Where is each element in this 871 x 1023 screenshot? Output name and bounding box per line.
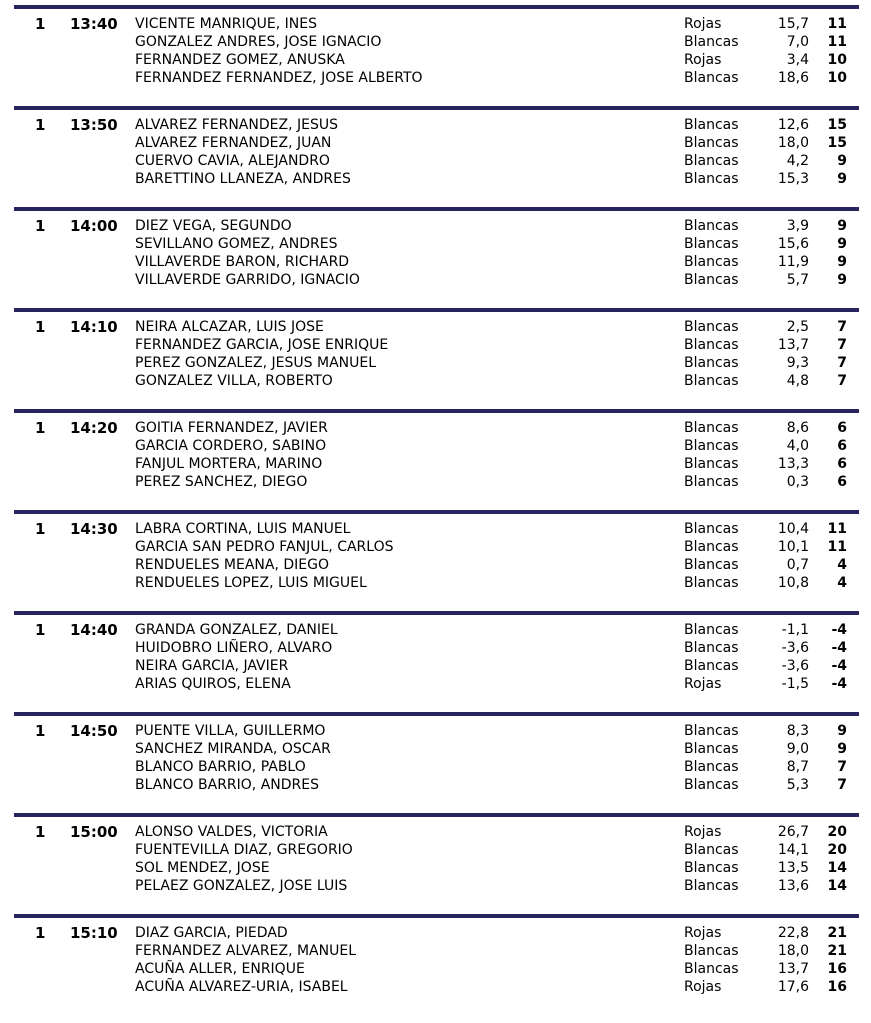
handicap: -3,6 [781,640,809,656]
handicap: 10,1 [777,539,809,555]
tee-time: 13:50 [70,116,118,134]
handicap: 8,6 [786,420,809,436]
score: 9 [837,171,847,187]
player-name: DIAZ GARCIA, PIEDAD [135,925,288,941]
score: 10 [827,70,847,86]
score: 20 [827,842,847,858]
tee-time: 14:20 [70,419,118,437]
player-row [0,437,871,455]
tee-color: Blancas [684,254,739,270]
score: 14 [827,878,847,894]
tee-time: 14:10 [70,318,118,336]
score: 6 [837,438,847,454]
tee-time-group [0,510,871,611]
score: 7 [837,373,847,389]
round-number: 1 [35,116,46,134]
tee-time-group [0,5,871,106]
tee-color: Blancas [684,355,739,371]
handicap: -1,1 [781,622,809,638]
player-name: GONZALEZ ANDRES, JOSE IGNACIO [135,34,382,50]
player-name: SOL MENDEZ, JOSE [135,860,270,876]
group-divider [14,813,859,817]
tee-time-group [0,712,871,813]
player-name: VILLAVERDE BARON, RICHARD [135,254,350,270]
handicap: 15,7 [777,16,809,32]
score: 9 [837,723,847,739]
tee-color: Blancas [684,319,739,335]
player-name: BARETTINO LLANEZA, ANDRES [135,171,351,187]
player-row [0,152,871,170]
player-name: GONZALEZ VILLA, ROBERTO [135,373,333,389]
group-divider [14,510,859,514]
handicap: 4,8 [786,373,809,389]
tee-time-group [0,611,871,712]
tee-color: Blancas [684,171,739,187]
tee-color: Rojas [684,52,722,68]
player-row [0,336,871,354]
player-row [0,69,871,87]
handicap: 15,3 [777,171,809,187]
player-row [0,877,871,895]
player-row [0,51,871,69]
player-row [0,758,871,776]
tee-color: Rojas [684,16,722,32]
score: 7 [837,355,847,371]
score: 9 [837,272,847,288]
player-name: FERNANDEZ GOMEZ, ANUSKA [135,52,345,68]
handicap: 26,7 [777,824,809,840]
handicap: 4,0 [786,438,809,454]
player-name: VICENTE MANRIQUE, INES [135,16,317,32]
score: 6 [837,474,847,490]
group-divider [14,308,859,312]
tee-color: Blancas [684,741,739,757]
player-name: LABRA CORTINA, LUIS MANUEL [135,521,351,537]
player-row [0,520,871,538]
tee-time: 15:00 [70,823,118,841]
handicap: 3,9 [786,218,809,234]
handicap: 4,2 [786,153,809,169]
handicap: 18,6 [777,70,809,86]
score: 9 [837,254,847,270]
player-row [0,942,871,960]
handicap: 13,5 [777,860,809,876]
round-number: 1 [35,318,46,336]
player-name: PELAEZ GONZALEZ, JOSE LUIS [135,878,348,894]
tee-color: Blancas [684,575,739,591]
player-row [0,556,871,574]
score: 9 [837,236,847,252]
tee-time-group [0,409,871,510]
player-name: SEVILLANO GOMEZ, ANDRES [135,236,338,252]
player-row [0,841,871,859]
tee-color: Rojas [684,676,722,692]
tee-color: Blancas [684,34,739,50]
player-name: ALONSO VALDES, VICTORIA [135,824,328,840]
tee-color: Blancas [684,658,739,674]
player-name: RENDUELES LOPEZ, LUIS MIGUEL [135,575,367,591]
tee-color: Blancas [684,117,739,133]
score: 21 [827,943,847,959]
handicap: 8,7 [786,759,809,775]
tee-color: Blancas [684,236,739,252]
tee-color: Blancas [684,438,739,454]
tee-time: 15:10 [70,924,118,942]
player-name: GARCIA SAN PEDRO FANJUL, CARLOS [135,539,394,555]
score: 9 [837,218,847,234]
player-name: FANJUL MORTERA, MARINO [135,456,323,472]
player-name: VILLAVERDE GARRIDO, IGNACIO [135,272,360,288]
score: 11 [827,34,847,50]
player-row [0,116,871,134]
score: 20 [827,824,847,840]
player-name: ALVAREZ FERNANDEZ, JESUS [135,117,338,133]
score: 21 [827,925,847,941]
score: 7 [837,337,847,353]
handicap: -1,5 [781,676,809,692]
player-row [0,372,871,390]
score: 6 [837,420,847,436]
player-row [0,924,871,942]
player-name: GRANDA GONZALEZ, DANIEL [135,622,338,638]
player-name: GARCIA CORDERO, SABINO [135,438,327,454]
player-row [0,217,871,235]
tee-time-group [0,207,871,308]
handicap: 5,3 [786,777,809,793]
tee-color: Blancas [684,153,739,169]
tee-time-group [0,106,871,207]
player-row [0,859,871,877]
tee-color: Blancas [684,640,739,656]
tee-time: 13:40 [70,15,118,33]
score: 16 [827,979,847,995]
tee-time: 14:40 [70,621,118,639]
player-name: ALVAREZ FERNANDEZ, JUAN [135,135,332,151]
player-name: ARIAS QUIROS, ELENA [135,676,291,692]
player-row [0,823,871,841]
player-name: PEREZ GONZALEZ, JESUS MANUEL [135,355,377,371]
score: -4 [831,658,847,674]
player-row [0,170,871,188]
tee-color: Blancas [684,777,739,793]
round-number: 1 [35,15,46,33]
player-row [0,235,871,253]
player-name: PUENTE VILLA, GUILLERMO [135,723,326,739]
player-name: NEIRA GARCIA, JAVIER [135,658,289,674]
player-row [0,473,871,491]
handicap: 13,6 [777,878,809,894]
player-row [0,722,871,740]
player-name: NEIRA ALCAZAR, LUIS JOSE [135,319,324,335]
round-number: 1 [35,419,46,437]
score: 15 [827,135,847,151]
player-name: FERNANDEZ ALVAREZ, MANUEL [135,943,356,959]
player-name: FUENTEVILLA DIAZ, GREGORIO [135,842,353,858]
player-row [0,318,871,336]
round-number: 1 [35,924,46,942]
handicap: 3,4 [786,52,809,68]
handicap: 17,6 [777,979,809,995]
player-name: ACUÑA ALVAREZ-URIA, ISABEL [135,979,348,995]
score: 10 [827,52,847,68]
player-name: SANCHEZ MIRANDA, OSCAR [135,741,331,757]
score: 4 [837,575,847,591]
round-number: 1 [35,621,46,639]
score: 4 [837,557,847,573]
handicap: 9,0 [786,741,809,757]
tee-color: Rojas [684,824,722,840]
player-name: BLANCO BARRIO, ANDRES [135,777,319,793]
player-row [0,33,871,51]
player-row [0,675,871,693]
player-name: FERNANDEZ GARCIA, JOSE ENRIQUE [135,337,389,353]
player-name: GOITIA FERNANDEZ, JAVIER [135,420,328,436]
group-divider [14,106,859,110]
tee-color: Blancas [684,539,739,555]
group-divider [14,611,859,615]
score: 9 [837,741,847,757]
tee-time-group [0,813,871,914]
player-name: PEREZ SANCHEZ, DIEGO [135,474,308,490]
tee-time: 14:50 [70,722,118,740]
handicap: 13,3 [777,456,809,472]
round-number: 1 [35,217,46,235]
tee-color: Blancas [684,218,739,234]
tee-color: Blancas [684,557,739,573]
score: 11 [827,16,847,32]
handicap: 2,5 [786,319,809,335]
score: -4 [831,640,847,656]
score: 9 [837,153,847,169]
player-row [0,354,871,372]
tee-time-group [0,308,871,409]
tee-color: Blancas [684,878,739,894]
tee-color: Blancas [684,842,739,858]
tee-color: Blancas [684,961,739,977]
score: -4 [831,622,847,638]
score: -4 [831,676,847,692]
player-row [0,419,871,437]
player-row [0,253,871,271]
handicap: 13,7 [777,337,809,353]
player-row [0,574,871,592]
handicap: 18,0 [777,135,809,151]
player-row [0,740,871,758]
group-divider [14,207,859,211]
handicap: 5,7 [786,272,809,288]
handicap: 9,3 [786,355,809,371]
tee-time: 14:00 [70,217,118,235]
score: 15 [827,117,847,133]
tee-color: Blancas [684,521,739,537]
round-number: 1 [35,722,46,740]
player-row [0,538,871,556]
handicap: 14,1 [777,842,809,858]
player-name: ACUÑA ALLER, ENRIQUE [135,961,305,977]
tee-color: Blancas [684,70,739,86]
group-divider [14,5,859,9]
round-number: 1 [35,520,46,538]
tee-color: Blancas [684,272,739,288]
player-row [0,960,871,978]
player-name: CUERVO CAVIA, ALEJANDRO [135,153,330,169]
handicap: 13,7 [777,961,809,977]
tee-time-group [0,914,871,1015]
handicap: 10,8 [777,575,809,591]
tee-color: Blancas [684,622,739,638]
handicap: 12,6 [777,117,809,133]
player-name: HUIDOBRO LIÑERO, ALVARO [135,640,333,656]
tee-color: Blancas [684,135,739,151]
tee-color: Blancas [684,723,739,739]
player-name: DIEZ VEGA, SEGUNDO [135,218,292,234]
score: 6 [837,456,847,472]
score: 7 [837,777,847,793]
player-row [0,271,871,289]
player-row [0,776,871,794]
tee-color: Blancas [684,373,739,389]
tee-color: Blancas [684,337,739,353]
handicap: 7,0 [786,34,809,50]
handicap: 0,7 [786,557,809,573]
score: 11 [827,539,847,555]
player-name: RENDUELES MEANA, DIEGO [135,557,329,573]
handicap: 0,3 [786,474,809,490]
tee-color: Blancas [684,860,739,876]
group-divider [14,712,859,716]
round-number: 1 [35,823,46,841]
player-row [0,657,871,675]
handicap: 15,6 [777,236,809,252]
handicap: 11,9 [777,254,809,270]
handicap: -3,6 [781,658,809,674]
tee-color: Blancas [684,759,739,775]
player-row [0,639,871,657]
tee-time: 14:30 [70,520,118,538]
handicap: 18,0 [777,943,809,959]
player-row [0,455,871,473]
score: 7 [837,319,847,335]
score: 14 [827,860,847,876]
player-row [0,15,871,33]
tee-color: Blancas [684,943,739,959]
tee-color: Rojas [684,979,722,995]
group-divider [14,914,859,918]
player-row [0,978,871,996]
player-name: BLANCO BARRIO, PABLO [135,759,306,775]
tee-color: Blancas [684,474,739,490]
group-divider [14,409,859,413]
player-name: FERNANDEZ FERNANDEZ, JOSE ALBERTO [135,70,423,86]
handicap: 8,3 [786,723,809,739]
tee-color: Blancas [684,420,739,436]
score: 11 [827,521,847,537]
handicap: 10,4 [777,521,809,537]
score: 7 [837,759,847,775]
handicap: 22,8 [777,925,809,941]
tee-color: Rojas [684,925,722,941]
tee-color: Blancas [684,456,739,472]
player-row [0,621,871,639]
score: 16 [827,961,847,977]
player-row [0,134,871,152]
